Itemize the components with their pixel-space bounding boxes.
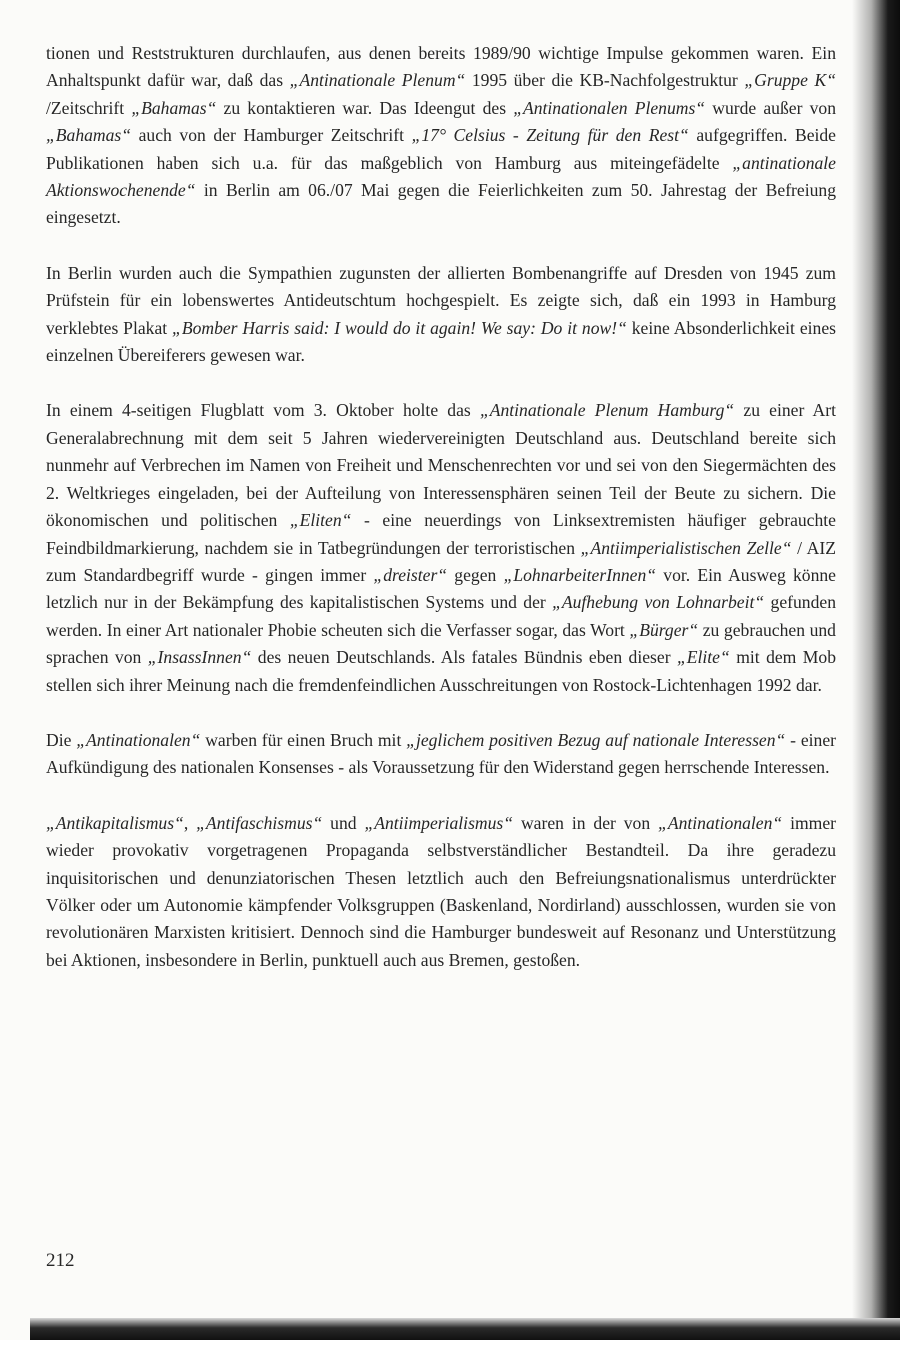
text-run: aufgegriffen. Beide Publikationen haben sich u.a. für das maßgeblich von Hamburg aus miteingefädelte xyxy=(46,125,836,173)
quoted-term: „LohnarbeiterInnen“ xyxy=(503,564,657,585)
quoted-term: „Antinationale Plenum“ xyxy=(289,70,466,91)
book-spine-shadow xyxy=(852,0,900,1360)
text-run: immer wieder provokativ vorgetragenen Propaganda selbstverständlicher Bestandteil. Da ihre geradezu inquisitorischen und denunziatorischen Thesen letztlich auch den Befreiungsnationalismus unterdrückter Völker oder um Autonomie kämpfender Volksgruppen (Baskenland, Nordirland) ausschlossen, wurden sie von revolutionären Marxisten kritisiert. Dennoch sind die Hamburger bundesweit auf Resonanz und Unterstützung bei Aktionen, insbesondere in Berlin, punktuell auch aus Bremen, gestoßen. xyxy=(46,812,837,970)
text-run: In Berlin wurden auch die Sympathien zugunsten der allierten Bombenangriffe auf Dresden von 1945 zum Prüfstein für ein lobenswertes Antideutschtum hochgespielt. Es zeigte sich, daß ein 1993 in Hamburg verklebtes Plakat xyxy=(46,262,836,338)
quoted-term: „Antifaschismus“ xyxy=(196,812,323,833)
text-run: tionen und Reststrukturen durchlaufen, aus denen bereits 1989/90 wichtige Impulse gekommen waren. Ein Anhaltspunkt dafür war, daß das xyxy=(46,43,836,91)
page-bottom-edge xyxy=(30,1318,900,1340)
quoted-term: „InsassInnen“ xyxy=(147,647,252,668)
text-run: wurde außer von xyxy=(705,97,836,118)
quoted-term: „Antiimperialismus“ xyxy=(364,812,514,833)
text-run: zu gebrauchen und sprachen von xyxy=(46,619,836,668)
paragraph-4 xyxy=(46,727,836,782)
quoted-term: „jeglichem positiven Bezug auf nationale Interessen“ xyxy=(406,729,786,750)
text-run: waren in der von xyxy=(513,812,659,833)
text-run: und xyxy=(322,812,365,833)
quoted-term: „Antinationalen“ xyxy=(658,812,783,833)
text-run: mit dem Mob stellen sich ihrer Meinung nach die fremdenfeindlichen Ausschreitungen von Rostock-Lichtenhagen 1992 dar. xyxy=(46,647,837,695)
text-run: zu einer Art Generalabrechnung mit dem seit 5 Jahren wiedervereinigten Deutschland aus. Deutschland bereite sich nunmehr auf Verbrechen im Namen von Freiheit und Menschenrechten vor und sei von den Siegermächten des 2. Weltkrieges eingeladen, bei der Aufteilung von Interessensphären seinen Teil der Beute zu sichern. Die ökonomischen und politischen xyxy=(46,400,836,531)
quoted-term: „antinationale Aktionswochenende“ xyxy=(46,152,836,201)
quoted-term: „Aufhebung von Lohnarbeit“ xyxy=(552,592,765,613)
paragraph-2 xyxy=(46,260,836,370)
quoted-term: „Bomber Harris said: I would do it again! We say: Do it now!“ xyxy=(172,317,627,338)
text-run: Die xyxy=(46,729,77,750)
text-run: keine Absonderlichkeit eines einzelnen Übereiferers gewesen war. xyxy=(46,317,836,366)
text-run: 1995 über die KB-Nachfolgestruktur xyxy=(465,70,745,91)
scan-margin xyxy=(0,1340,900,1360)
text-run: , xyxy=(183,812,197,833)
quoted-term: „Elite“ xyxy=(676,647,730,668)
quoted-term: „Antinationale Plenum Hamburg“ xyxy=(479,400,735,421)
text-run: /Zeitschrift xyxy=(46,97,132,118)
quoted-term: „Antinationalen Plenums“ xyxy=(513,97,706,118)
body-text xyxy=(46,40,836,1002)
quoted-term: „Antikapitalismus“ xyxy=(46,812,184,833)
quoted-term: „Antiimperialistischen Zelle“ xyxy=(580,537,792,558)
quoted-term: „Bahamas“ xyxy=(46,125,132,146)
text-run: gefunden werden. In einer Art nationaler Phobie scheuten sich die Verfasser sogar, das Wort xyxy=(46,592,836,640)
text-run: In einem 4-seitigen Flugblatt vom 3. Oktober holte das xyxy=(46,400,480,421)
quoted-term: „17° Celsius - Zeitung für den Rest“ xyxy=(411,125,689,146)
text-run: auch von der Hamburger Zeitschrift xyxy=(131,125,412,146)
quoted-term: „Bürger“ xyxy=(629,619,699,640)
text-run: - einer Aufkündigung des nationalen Konsenses - als Voraussetzung für den Widerstand gegen herrschende Interessen. xyxy=(46,729,836,778)
text-run: gegen xyxy=(447,564,504,585)
quoted-term: „Gruppe K“ xyxy=(744,70,836,91)
page-number: 212 xyxy=(46,1250,75,1271)
text-run: / AIZ zum Standardbegriff wurde - gingen immer xyxy=(46,537,836,585)
text-run: vor. Ein Ausweg könne letzlich nur in der Bekämpfung des kapitalistischen Systems und der xyxy=(46,564,836,613)
paragraph-3 xyxy=(46,397,836,698)
text-run: - eine neuerdings von Linksextremisten häufiger gebrauchte Feindbildmarkierung, nachdem sie in Tatbegründungen der terroristischen xyxy=(46,510,836,558)
paragraph-5 xyxy=(46,810,836,974)
text-run: in Berlin am 06./07 Mai gegen die Feierlichkeiten zum 50. Jahrestag der Befreiung eingesetzt. xyxy=(46,180,836,228)
text-run: des neuen Deutschlands. Als fatales Bündnis eben dieser xyxy=(251,647,677,668)
quoted-term: „Antinationalen“ xyxy=(76,729,201,750)
quoted-term: „Bahamas“ xyxy=(131,97,217,118)
text-run: warben für einen Bruch mit xyxy=(200,729,407,750)
paragraph-1 xyxy=(46,40,836,232)
quoted-term: „Eliten“ xyxy=(289,510,352,531)
text-run: zu kontaktieren war. Das Ideengut des xyxy=(216,97,514,118)
quoted-term: „dreister“ xyxy=(373,564,448,585)
